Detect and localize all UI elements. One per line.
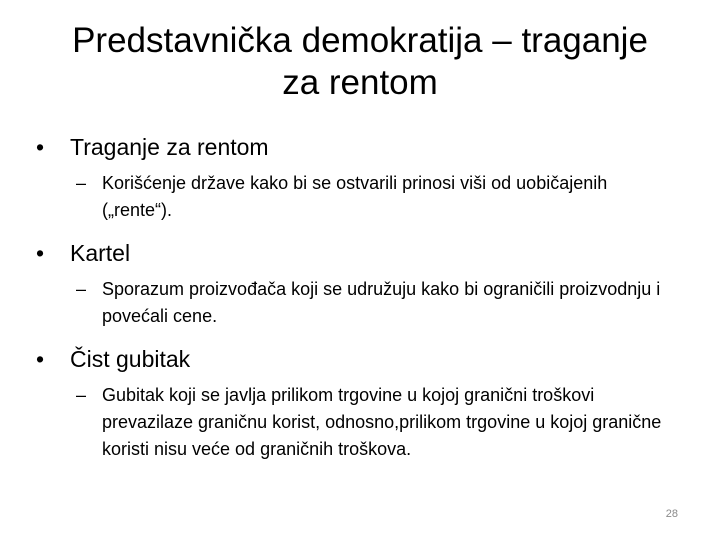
sub-bullet-marker: – xyxy=(76,279,87,299)
slide-title-line-2: za rentom xyxy=(282,63,438,102)
bullet-text: Kartel xyxy=(70,240,131,266)
sub-bullet-deadweight-loss-definition xyxy=(76,382,676,463)
bullet-text: Traganje za rentom xyxy=(70,134,269,160)
slide-title-line-1: Predstavnička demokratija – traganje xyxy=(72,21,648,60)
bullet-marker: • xyxy=(36,240,45,266)
slide-title xyxy=(36,20,684,104)
sub-bullet-text: Sporazum proizvođača koji se udružuju kako bi ograničili proizvodnju i povećali cene. xyxy=(102,279,661,326)
bullet-marker: • xyxy=(36,346,45,372)
sub-bullet-text: Gubitak koji se javlja prilikom trgovine u kojoj granični troškovi prevazilaze graničnu korist, odnosno,prilikom trgovine u kojoj granične koristi nisu veće od graničnih troškova. xyxy=(102,385,662,459)
slide-content xyxy=(36,132,676,463)
bullet-text: Čist gubitak xyxy=(70,346,191,372)
sub-bullet-marker: – xyxy=(76,385,87,405)
sub-bullet-marker: – xyxy=(76,173,87,193)
bullet-deadweight-loss xyxy=(36,344,676,374)
bullet-marker: • xyxy=(36,134,45,160)
bullet-rent-seeking xyxy=(36,132,676,162)
bullet-cartel xyxy=(36,238,676,268)
sub-bullet-rent-seeking-definition xyxy=(76,170,676,224)
sub-bullet-cartel-definition xyxy=(76,276,676,330)
page-number: 28 xyxy=(665,508,678,520)
sub-bullet-text: Korišćenje države kako bi se ostvarili prinosi viši od uobičajenih („rente“). xyxy=(102,173,608,220)
